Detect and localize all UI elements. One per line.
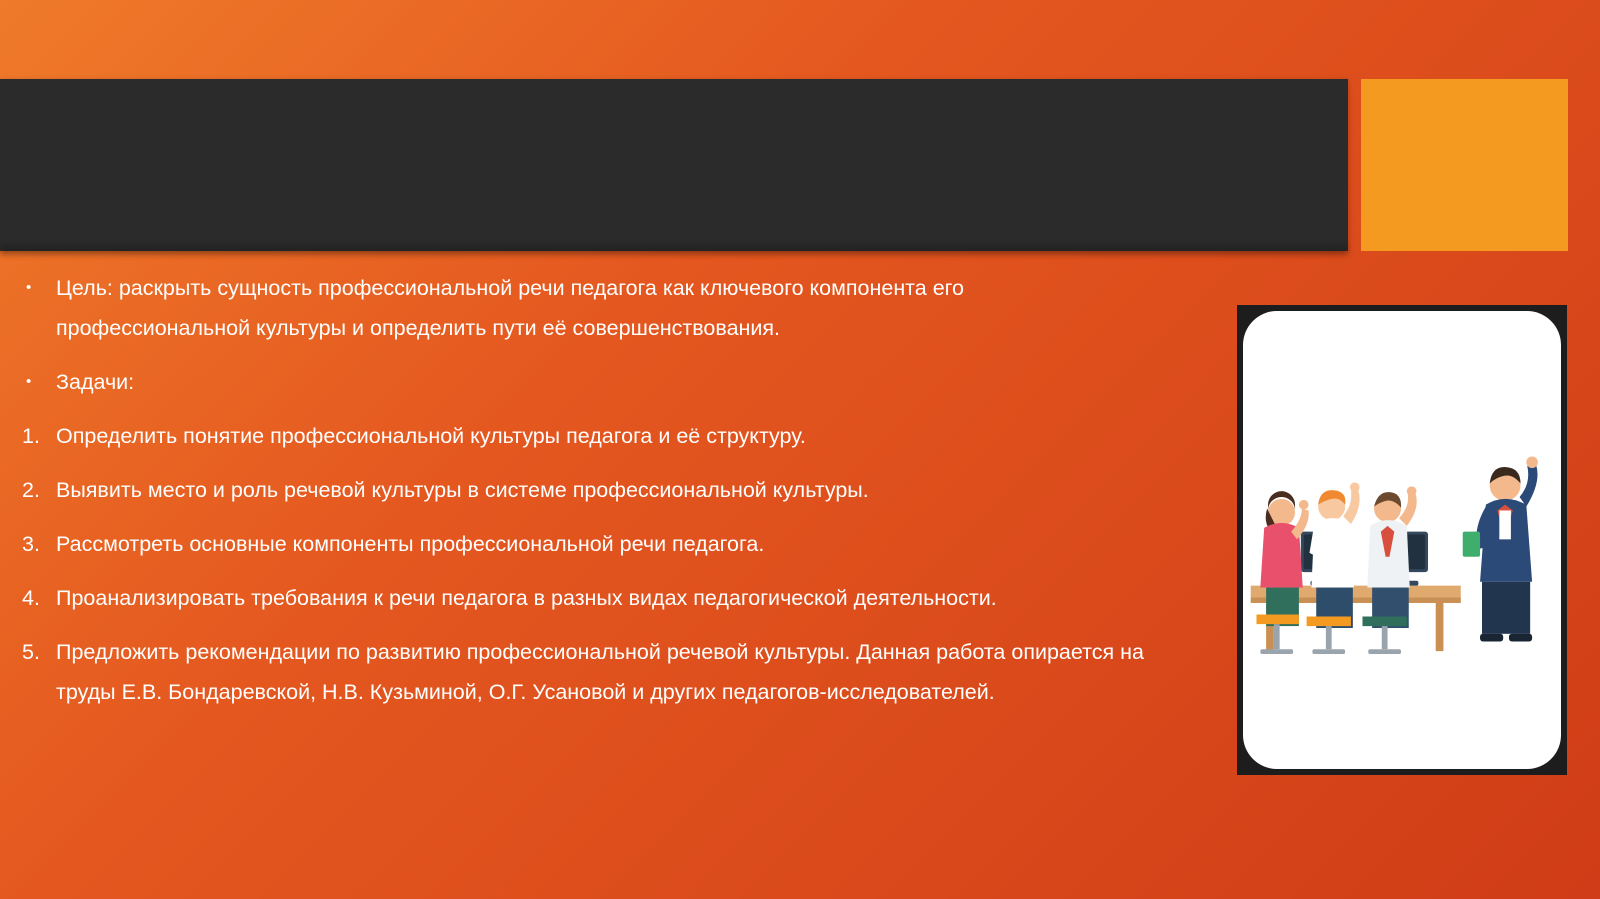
list-item-text: Определить понятие профессиональной культуры педагога и её структуру. [56,424,806,448]
list-item [0,578,1161,618]
number-marker: 4. [22,586,40,610]
accent-block [1361,79,1568,251]
list-item [0,362,1161,402]
list-item-text: Рассмотреть основные компоненты профессиональной речи педагога. [56,532,765,556]
bullet-marker: • [26,373,32,390]
illustration-card [1237,305,1567,775]
number-marker: 1. [22,424,40,448]
list-item [0,524,1161,564]
number-marker: 5. [22,640,40,664]
list-item-text: Задачи: [56,370,135,394]
title-bar-shadow [0,245,1348,255]
slide-body [0,268,1200,726]
list-item-text: Выявить место и роль речевой культуры в системе профессиональной культуры. [56,478,869,502]
list-item-text: Цель: раскрыть сущность профессиональной речи педагога как ключевого компонента его профессиональной культуры и определить пути её совершенствования. [56,276,965,340]
list-item-text: Проанализировать требования к речи педагога в разных видах педагогической деятельности. [56,586,997,610]
list-item [0,416,1161,456]
bullet-marker: • [26,279,32,296]
number-marker: 3. [22,532,40,556]
list-item-text: Предложить рекомендации по развитию профессиональной речевой культуры. Данная работа опирается на труды Е.В. Бондаревской, Н.В. Кузьминой, О.Г. Усановой и других педагогов-исследователей. [56,640,1144,704]
slide-title-bar [0,79,1348,251]
list-item [0,268,1161,348]
list-item [0,632,1161,712]
classroom-teamwork-illustration [1243,419,1561,679]
illustration-frame [1243,311,1561,769]
page-title [60,79,1308,251]
number-marker: 2. [22,478,40,502]
list-item [0,470,1161,510]
